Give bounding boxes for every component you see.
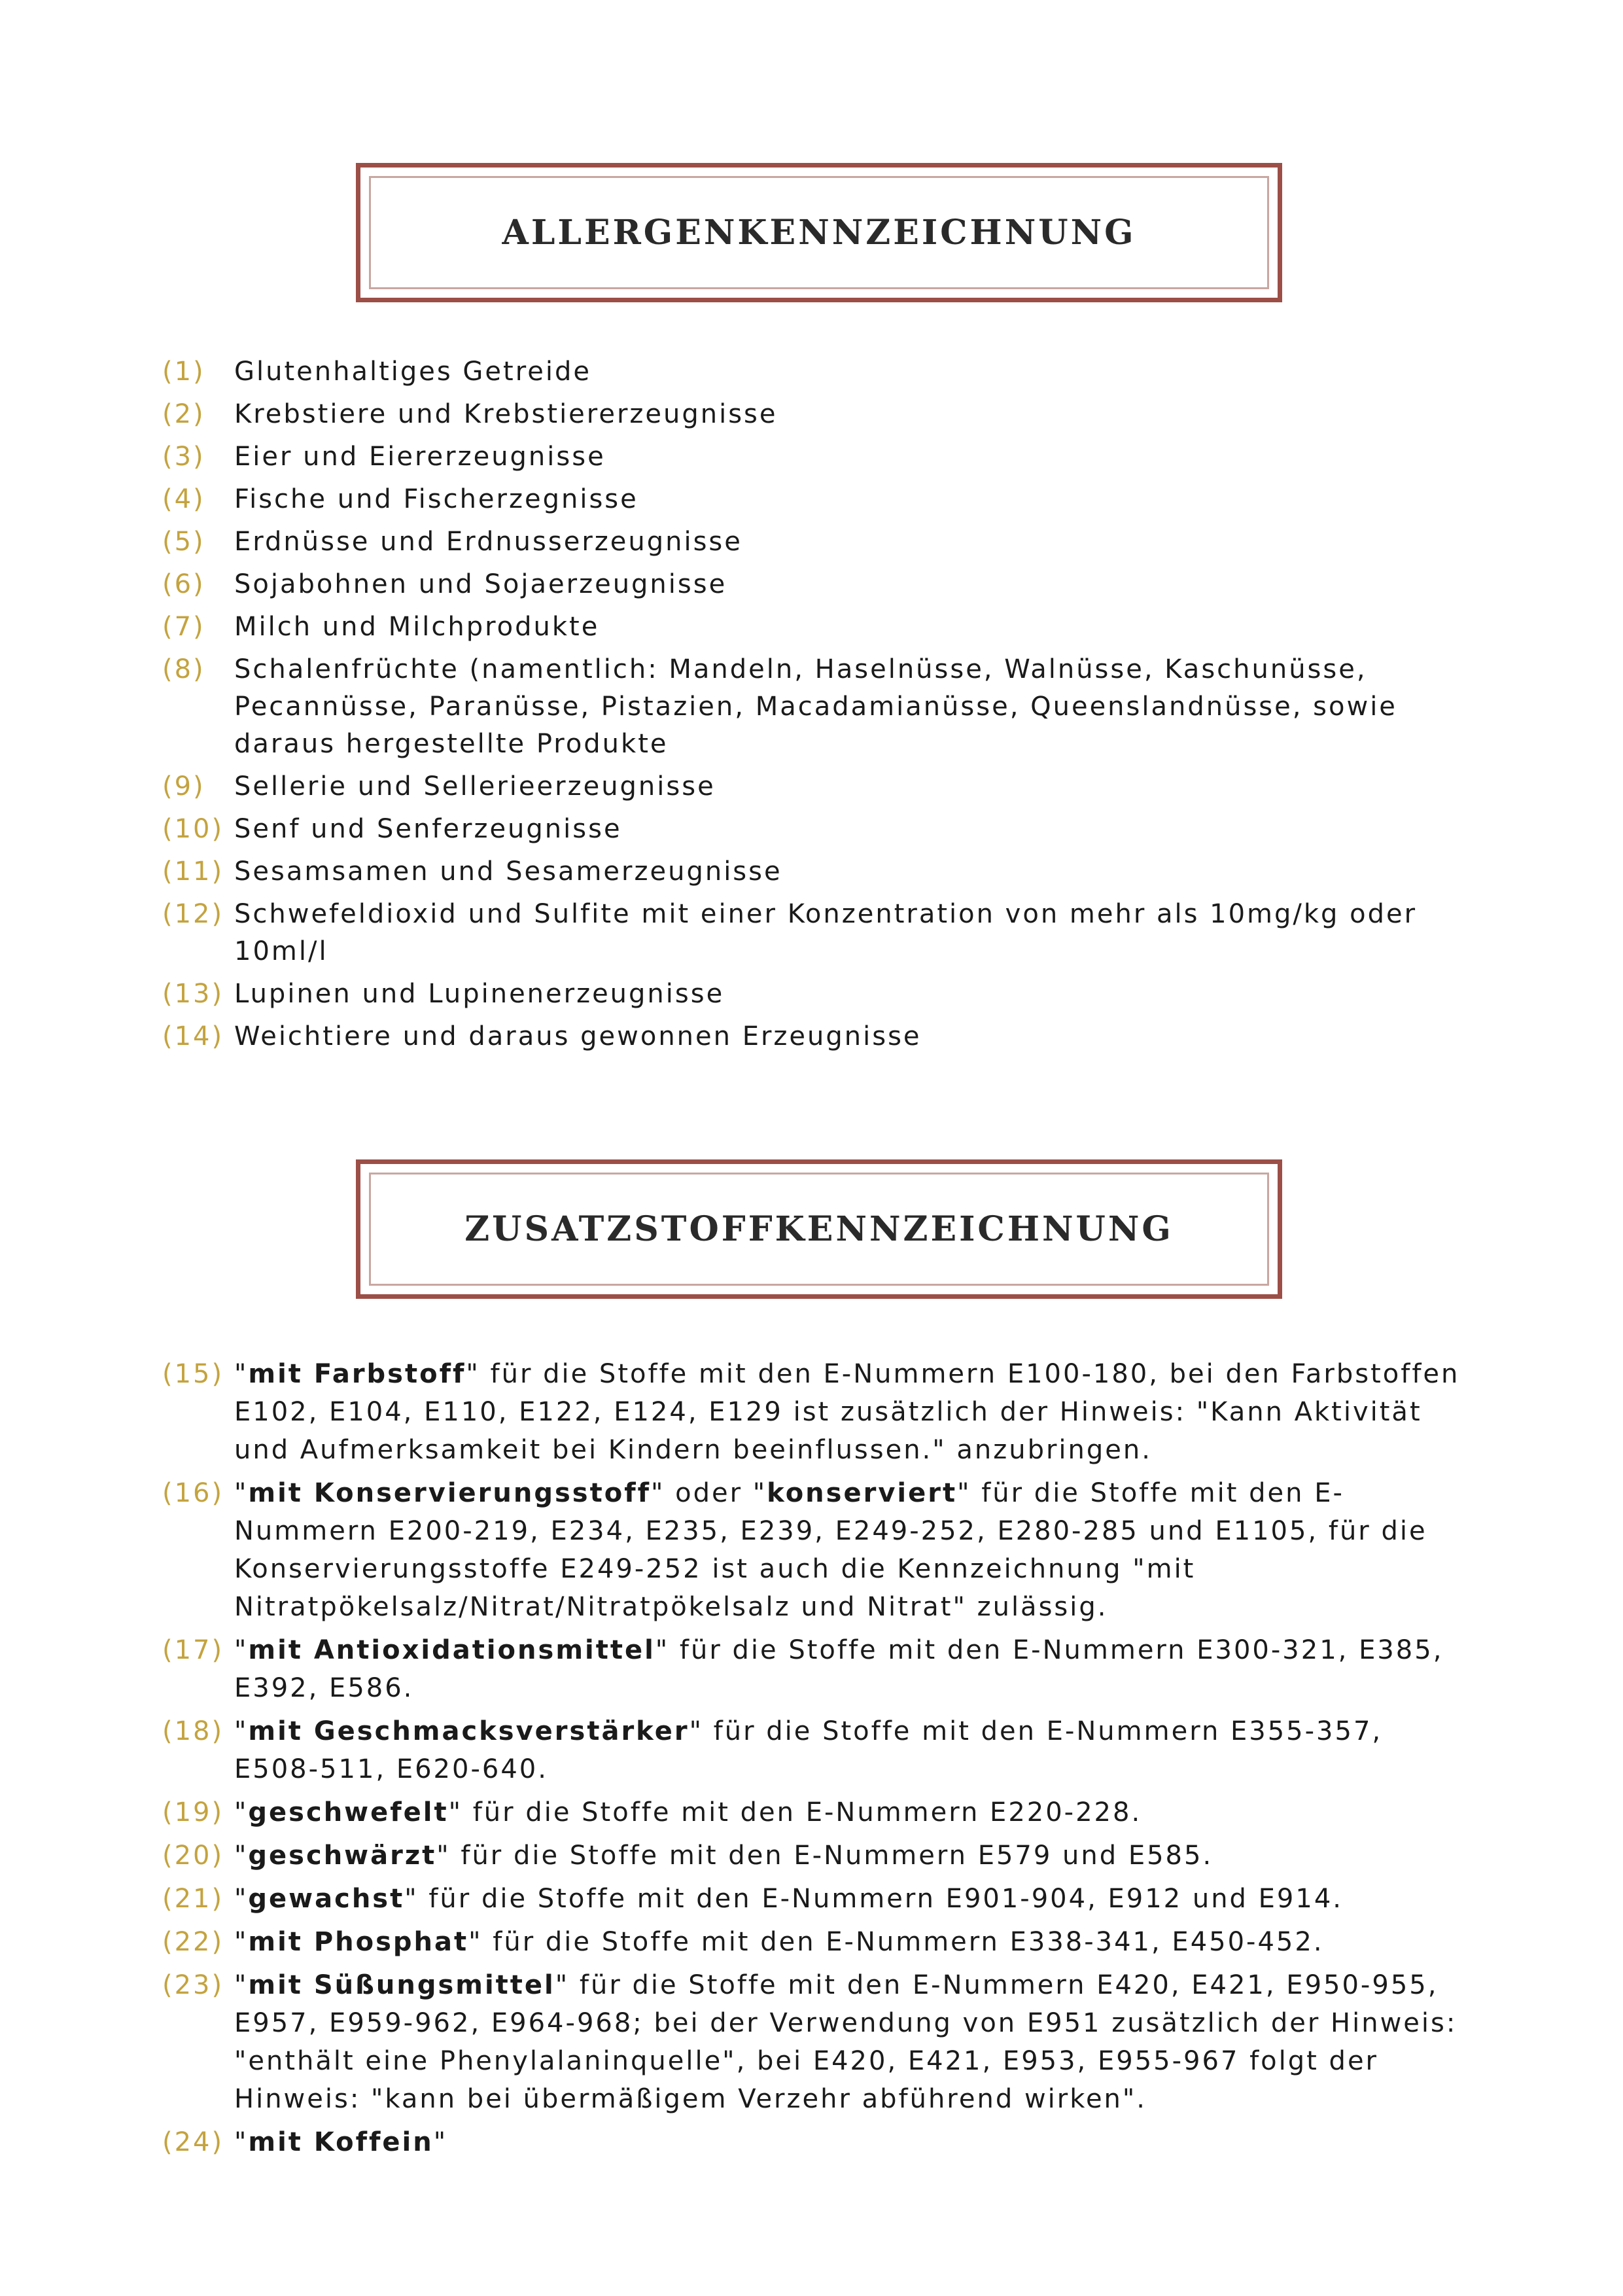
allergen-title-frame xyxy=(356,163,1282,302)
item-text: "mit Phosphat" für die Stoffe mit den E-Nummern E338-341, E450-452. xyxy=(234,1927,1324,1957)
additive-item xyxy=(162,1355,1477,1469)
additive-item xyxy=(162,1712,1477,1788)
allergen-item xyxy=(162,1018,1477,1055)
item-number: (1) xyxy=(162,357,205,387)
additive-title-frame xyxy=(356,1159,1282,1299)
item-number: (8) xyxy=(162,654,205,684)
item-rest: " für die Stoffe mit den E-Nummern E355-357, E508-511, E620-640. xyxy=(234,1716,1383,1784)
item-rest: " für die Stoffe mit den E-Nummern E100-180, bei den Farbstoffen E102, E104, E110, E122, E124, E129 ist zusätzlich der Hinweis: "Kann Aktivität und Aufmerksamkeit bei Kindern beeinflussen." anzubringen. xyxy=(234,1359,1460,1465)
item-text: "mit Geschmacksverstärker" für die Stoffe mit den E-Nummern E355-357, E508-511, E620-640. xyxy=(234,1716,1383,1784)
allergen-item xyxy=(162,853,1477,891)
item-number: (6) xyxy=(162,569,205,599)
item-number: (13) xyxy=(162,979,224,1009)
allergen-item xyxy=(162,976,1477,1013)
item-term: mit Süßungsmittel xyxy=(248,1970,555,2000)
item-rest: " für die Stoffe mit den E-Nummern E338-341, E450-452. xyxy=(468,1927,1324,1957)
item-text: "geschwärzt" für die Stoffe mit den E-Nummern E579 und E585. xyxy=(234,1841,1213,1871)
item-term: gewachst xyxy=(248,1884,405,1914)
allergen-item xyxy=(162,353,1477,391)
item-number: (14) xyxy=(162,1021,224,1051)
item-text: Sojabohnen und Sojaerzeugnisse xyxy=(234,569,727,599)
item-text: Krebstiere und Krebstiererzeugnisse xyxy=(234,399,778,429)
allergen-item xyxy=(162,438,1477,476)
additive-item xyxy=(162,1966,1477,2118)
item-text: Milch und Milchprodukte xyxy=(234,612,600,642)
additive-title-inner-frame xyxy=(369,1173,1269,1286)
item-number: (2) xyxy=(162,399,205,429)
item-rest: " für die Stoffe mit den E-Nummern E220-228. xyxy=(448,1797,1142,1828)
item-number: (16) xyxy=(162,1478,224,1508)
item-text: Sellerie und Sellerieerzeugnisse xyxy=(234,771,716,802)
item-text: Sesamsamen und Sesamerzeugnisse xyxy=(234,857,782,887)
item-term: mit Konservierungsstoff xyxy=(248,1478,652,1508)
allergen-item xyxy=(162,566,1477,603)
item-number: (4) xyxy=(162,484,205,514)
item-text: Glutenhaltiges Getreide xyxy=(234,357,592,387)
item-number: (9) xyxy=(162,771,205,802)
item-number: (15) xyxy=(162,1359,224,1389)
allergen-section-title: ALLERGENKENNZEICHNUNG xyxy=(502,213,1136,253)
item-rest: " für die Stoffe mit den E-Nummern E200-219, E234, E235, E239, E249-252, E280-285 und E1105, für die Konservierungsstoffe E249-252 ist auch die Kennzeichnung "mit Nitratpökelsalz/Nitrat/Nitratpökelsalz und Nitrat" zulässig. xyxy=(234,1478,1427,1622)
item-text: Schalenfrüchte (namentlich: Mandeln, Haselnüsse, Walnüsse, Kaschunüsse, Pecannüsse, Paranüsse, Pistazien, Macadamianüsse, Queenslandnüsse, sowie daraus hergestellte Produkte xyxy=(234,654,1397,759)
item-text: "mit Konservierungsstoff" oder "konserviert" für die Stoffe mit den E-Nummern E200-219, E234, E235, E239, E249-252, E280-285 und E1105, für die Konservierungsstoffe E249-252 ist auch die Kennzeichnung "mit Nitratpökelsalz/Nitrat/Nitratpökelsalz und Nitrat" zulässig. xyxy=(234,1478,1427,1622)
item-number: (18) xyxy=(162,1716,224,1746)
item-term: mit Koffein xyxy=(248,2127,434,2157)
item-text: Erdnüsse und Erdnusserzeugnisse xyxy=(234,527,742,557)
item-number: (20) xyxy=(162,1841,224,1871)
allergen-list xyxy=(162,353,1477,1061)
item-term: mit Antioxidationsmittel xyxy=(248,1635,655,1665)
item-term: geschwärzt xyxy=(248,1841,437,1871)
additive-item xyxy=(162,1793,1477,1831)
item-mid: " oder " xyxy=(651,1478,767,1508)
item-number: (3) xyxy=(162,442,205,472)
item-rest: " für die Stoffe mit den E-Nummern E420, E421, E950-955, E957, E959-962, E964-968; bei der Verwendung von E951 zusätzlich der Hinweis: "enthält eine Phenylalaninquelle", bei E420, E421, E953, E955-967 folgt der Hinweis: "kann bei übermäßigem Verzehr abführend wirken". xyxy=(234,1970,1457,2114)
additive-item xyxy=(162,1880,1477,1918)
item-text: Weichtiere und daraus gewonnen Erzeugnisse xyxy=(234,1021,922,1051)
additive-item xyxy=(162,1923,1477,1961)
item-term: mit Phosphat xyxy=(248,1927,469,1957)
item-rest: " für die Stoffe mit den E-Nummern E579 und E585. xyxy=(436,1841,1213,1871)
additive-item xyxy=(162,1474,1477,1626)
item-text: "geschwefelt" für die Stoffe mit den E-Nummern E220-228. xyxy=(234,1797,1142,1828)
allergen-item xyxy=(162,768,1477,805)
allergen-item xyxy=(162,896,1477,970)
item-term: mit Farbstoff xyxy=(248,1359,466,1389)
item-text: "mit Koffein" xyxy=(234,2127,448,2157)
item-text: "mit Antioxidationsmittel" für die Stoffe mit den E-Nummern E300-321, E385, E392, E586. xyxy=(234,1635,1444,1703)
item-number: (19) xyxy=(162,1797,224,1828)
item-term: mit Geschmacksverstärker xyxy=(248,1716,689,1746)
item-text: Schwefeldioxid und Sulfite mit einer Konzentration von mehr als 10mg/kg oder 10ml/l xyxy=(234,899,1418,966)
item-term-2: konserviert xyxy=(767,1478,958,1508)
allergen-item xyxy=(162,609,1477,646)
item-number: (10) xyxy=(162,814,224,844)
item-text: Senf und Senferzeugnisse xyxy=(234,814,622,844)
item-text: "mit Süßungsmittel" für die Stoffe mit den E-Nummern E420, E421, E950-955, E957, E959-962, E964-968; bei der Verwendung von E951 zusätzlich der Hinweis: "enthält eine Phenylalaninquelle", bei E420, E421, E953, E955-967 folgt der Hinweis: "kann bei übermäßigem Verzehr abführend wirken". xyxy=(234,1970,1457,2114)
item-number: (24) xyxy=(162,2127,224,2157)
item-text: Fische und Fischerzegnisse xyxy=(234,484,638,514)
item-number: (7) xyxy=(162,612,205,642)
item-term: geschwefelt xyxy=(248,1797,449,1828)
item-text: Eier und Eiererzeugnisse xyxy=(234,442,606,472)
item-rest: " für die Stoffe mit den E-Nummern E300-321, E385, E392, E586. xyxy=(234,1635,1444,1703)
allergen-item xyxy=(162,396,1477,433)
allergen-item xyxy=(162,481,1477,518)
additive-item xyxy=(162,1837,1477,1875)
item-rest: " xyxy=(433,2127,448,2157)
additive-item xyxy=(162,1631,1477,1707)
allergen-title-inner-frame xyxy=(369,176,1269,289)
item-rest: " für die Stoffe mit den E-Nummern E901-904, E912 und E914. xyxy=(404,1884,1343,1914)
item-text: "mit Farbstoff" für die Stoffe mit den E-Nummern E100-180, bei den Farbstoffen E102, E104, E110, E122, E124, E129 ist zusätzlich der Hinweis: "Kann Aktivität und Aufmerksamkeit bei Kindern beeinflussen." anzubringen. xyxy=(234,1359,1460,1465)
item-number: (5) xyxy=(162,527,205,557)
item-number: (22) xyxy=(162,1927,224,1957)
item-number: (17) xyxy=(162,1635,224,1665)
item-number: (21) xyxy=(162,1884,224,1914)
item-number: (23) xyxy=(162,1970,224,2000)
item-number: (11) xyxy=(162,857,224,887)
allergen-item xyxy=(162,651,1477,763)
item-text: Lupinen und Lupinenerzeugnisse xyxy=(234,979,725,1009)
allergen-item xyxy=(162,811,1477,848)
additive-list xyxy=(162,1355,1477,2166)
item-text: "gewachst" für die Stoffe mit den E-Nummern E901-904, E912 und E914. xyxy=(234,1884,1343,1914)
allergen-item xyxy=(162,523,1477,561)
item-number: (12) xyxy=(162,899,224,929)
additive-item xyxy=(162,2123,1477,2161)
additive-section-title: ZUSATZSTOFFKENNZEICHNUNG xyxy=(464,1209,1174,1249)
